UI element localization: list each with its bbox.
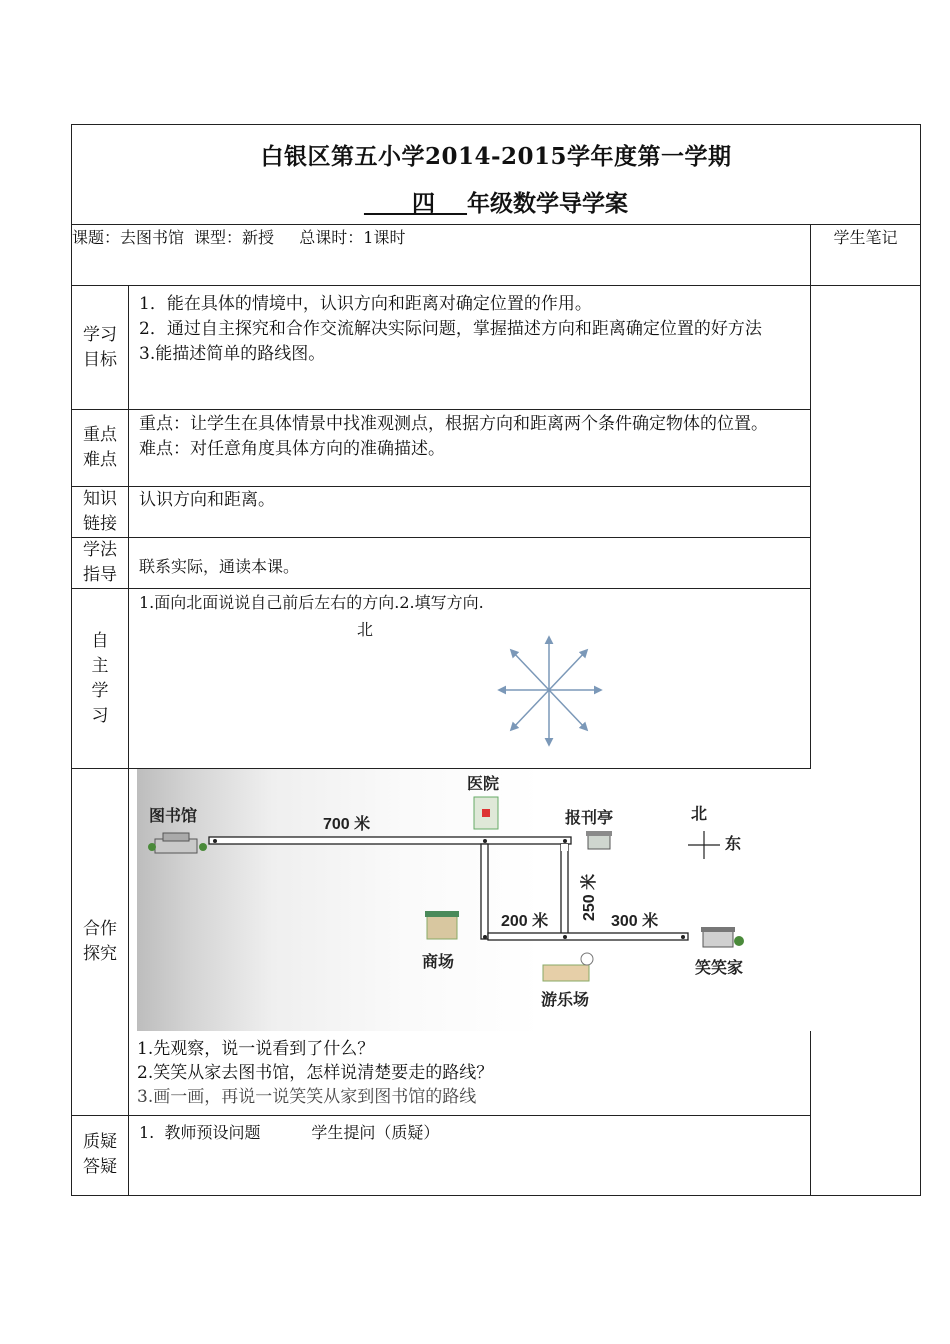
distance-300-label: 300 米 bbox=[611, 913, 659, 930]
page-title: 白银区第五小学2014-2015学年度第一学期 bbox=[260, 143, 732, 170]
playground-icon bbox=[543, 953, 593, 981]
distance-700-label: 700 米 bbox=[323, 816, 371, 833]
arrow-up-right bbox=[549, 650, 587, 690]
lesson-plan-table bbox=[71, 124, 921, 1196]
mall-icon bbox=[425, 911, 459, 939]
cooperation-content bbox=[129, 769, 811, 1116]
library-icon bbox=[148, 833, 207, 853]
compass-arrows-diagram bbox=[489, 633, 609, 753]
title-cell bbox=[72, 125, 921, 225]
teacher-questions-label: 教师预设问题 bbox=[164, 1123, 261, 1142]
method-label: 学法 指导 bbox=[72, 538, 129, 589]
cooperation-label: 合作 探究 bbox=[72, 769, 129, 1116]
keypoints-label: 重点 难点 bbox=[72, 410, 129, 487]
goals-content bbox=[129, 286, 811, 410]
cooperation-questions bbox=[129, 1037, 810, 1109]
mall-label: 商场 bbox=[422, 954, 455, 971]
knowledge-text: 认识方向和距离。 bbox=[139, 490, 275, 510]
lesson-topic: 课题：去图书馆 bbox=[72, 228, 185, 247]
lesson-hours: 总课时：1课时 bbox=[299, 228, 406, 247]
self-study-label: 自 主 学 习 bbox=[72, 589, 129, 769]
goal-item: 2．通过自主探究和合作交流解决实际问题，掌握描述方向和距离确定位置的好方法 bbox=[139, 319, 762, 339]
home-icon bbox=[701, 927, 744, 947]
arrow-down-left bbox=[511, 690, 549, 730]
grade-blank: 四 bbox=[412, 190, 435, 217]
goal-item: 3.能描述简单的路线图。 bbox=[139, 344, 326, 364]
qa-number: 1. bbox=[139, 1123, 155, 1142]
distance-200-label: 200 米 bbox=[501, 913, 549, 930]
lesson-type: 课型：新授 bbox=[194, 228, 275, 247]
arrow-up-left bbox=[511, 650, 549, 690]
self-study-instruction: 1.面向北面说说自己前后左右的方向.2.填写方向. bbox=[139, 593, 484, 612]
qa-label: 质疑 答疑 bbox=[72, 1116, 129, 1196]
question-item: 2.笑笑从家去图书馆，怎样说清楚要走的路线？ bbox=[137, 1063, 494, 1083]
kiosk-label: 报刊亭 bbox=[565, 810, 614, 827]
difficulty-text: 难点：对任意角度具体方向的准确描述。 bbox=[139, 439, 445, 459]
playground-label: 游乐场 bbox=[541, 992, 590, 1009]
page-subtitle: 四 年级数学导学案 bbox=[72, 185, 920, 218]
lesson-plan-sheet bbox=[71, 124, 920, 1196]
distance-250-label: 250 米 bbox=[581, 873, 598, 921]
knowledge-label: 知识 链接 bbox=[72, 487, 129, 538]
hospital-icon bbox=[474, 797, 498, 829]
arrow-down-right bbox=[549, 690, 587, 730]
compass-north-label: 北 bbox=[691, 806, 708, 823]
question-item: 1.先观察，说一说看到了什么？ bbox=[137, 1039, 375, 1059]
library-label: 图书馆 bbox=[149, 808, 198, 825]
goal-item: 1．能在具体的情境中，认识方向和距离对确定位置的作用。 bbox=[139, 294, 592, 314]
method-text: 联系实际，通读本课。 bbox=[139, 556, 300, 576]
student-notes-column[interactable] bbox=[811, 286, 921, 1196]
hospital-label: 医院 bbox=[467, 776, 500, 793]
route-map bbox=[137, 769, 812, 1031]
north-label: 北 bbox=[357, 620, 374, 639]
knowledge-content bbox=[129, 487, 811, 538]
route-map-svg bbox=[137, 769, 812, 1031]
qa-content bbox=[129, 1116, 811, 1196]
lesson-info bbox=[72, 225, 811, 286]
self-study-content bbox=[129, 589, 811, 769]
key-point-text: 重点：让学生在具体情景中找准观测点，根据方向和距离两个条件确定物体的位置。 bbox=[139, 414, 768, 434]
student-questions-label: 学生提问（质疑） bbox=[311, 1123, 440, 1142]
student-notes-header: 学生笔记 bbox=[811, 225, 921, 286]
home-label: 笑笑家 bbox=[695, 960, 744, 977]
goals-label: 学习 目标 bbox=[72, 286, 129, 410]
compass-icon bbox=[688, 831, 720, 859]
method-content bbox=[129, 538, 811, 589]
kiosk-icon bbox=[586, 831, 612, 849]
keypoints-content bbox=[129, 410, 811, 487]
compass-east-label: 东 bbox=[725, 836, 742, 853]
question-item: 3.画一画，再说一说笑笑从家到图书馆的路线 bbox=[137, 1087, 477, 1107]
